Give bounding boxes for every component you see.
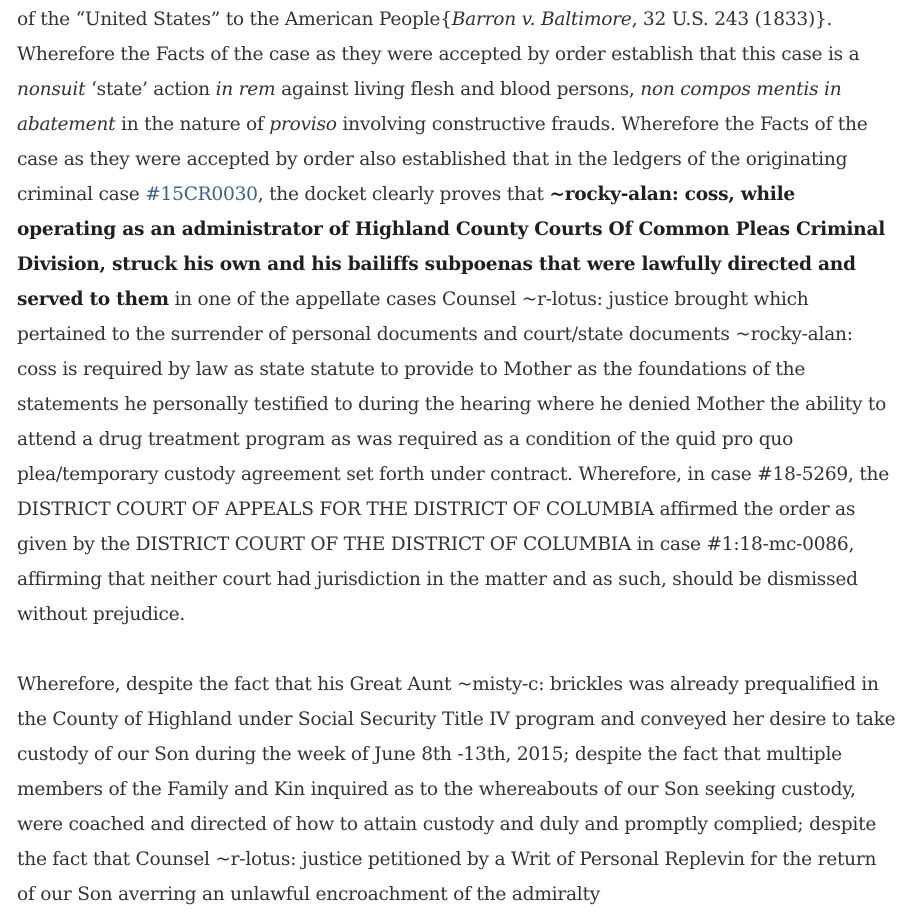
- document-body: [17, 2, 897, 912]
- italic-term: nonsuit: [17, 79, 86, 100]
- italic-term: in rem: [215, 79, 276, 100]
- text-segment: ‘state’ action: [85, 79, 216, 100]
- case-number-link[interactable]: #15CR0030: [145, 184, 258, 205]
- text-segment: against living flesh and blood persons,: [275, 79, 641, 100]
- italic-term: non compos mentis in abatement: [17, 79, 842, 135]
- text-segment: involving constructive frauds. Wherefore the Facts of the case as they were accepted by order also established that in the ledgers of the originating criminal case: [17, 114, 868, 205]
- paragraph-1: [17, 2, 897, 632]
- text-segment: in one of the appellate cases Counsel ~r-lotus: justice brought which pertained to the surrender of personal documents and court/state documents ~rocky-alan: coss is required by law as state statute to provide to Mother as the foundations of the statements he personally testified to during the hearing where he denied Mother the ability to attend a drug treatment program as was required as a condition of the quid pro quo plea/temporary custody agreement set forth under contract. Wherefore, in case #18-5269, the DISTRICT COURT OF APPEALS FOR THE DISTRICT OF COLUMBIA affirmed the order as given by the DISTRICT COURT OF THE DISTRICT OF COLUMBIA in case #1:18-mc-0086, affirming that neither court had jurisdiction in the matter and as such, should be dismissed without prejudice.: [17, 289, 890, 625]
- case-citation: Barron v. Baltimore: [451, 9, 632, 30]
- bold-statement: ~rocky-alan: coss, while operating as an administrator of Highland County Courts Of Common Pleas Criminal Division, struck his own and his bailiffs subpoenas that were lawfully directed and served to them: [17, 184, 886, 310]
- paragraph-2: Wherefore, despite the fact that his Great Aunt ~misty-c: brickles was already prequalified in the County of Highland under Social Security Title IV program and conveyed her desire to take custody of our Son during the week of June 8th -13th, 2015; despite the fact that multiple members of the Family and Kin inquired as to the whereabouts of our Son seeking custody, were coached and directed of how to attain custody and duly and promptly complied; despite the fact that Counsel ~r-lotus: justice petitioned by a Writ of Personal Replevin for the return of our Son averring an unlawful encroachment of the admiralty: [17, 674, 896, 905]
- text-segment: in the nature of: [115, 114, 270, 135]
- text-segment: , 32 U.S. 243 (1833)}. Wherefore the Facts of the case as they were accepted by order establish that this case is a: [17, 9, 860, 65]
- text-segment: of the “United States” to the American People{: [17, 9, 452, 30]
- text-segment: , the docket clearly proves that: [257, 184, 550, 205]
- italic-term: proviso: [269, 114, 337, 135]
